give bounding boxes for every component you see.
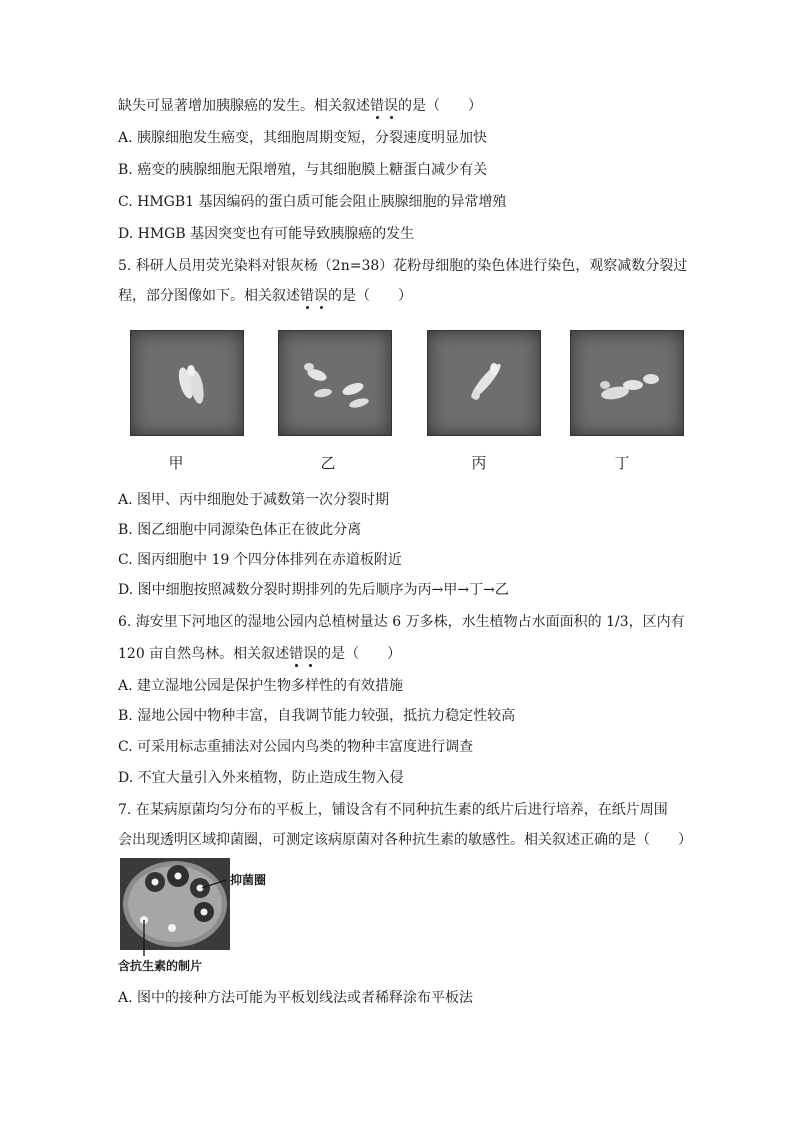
q4-option-b: B. 癌变的胰腺细胞无限增殖，与其细胞膜上糖蛋白减少有关: [118, 162, 488, 178]
caption-yi: 乙: [320, 454, 336, 472]
q5-option-b: B. 图乙细胞中同源染色体正在彼此分离: [118, 522, 362, 538]
q7-stem-line1: 7. 在某病原菌均匀分布的平板上，铺设含有不同种抗生素的纸片后进行培养，在纸片周围: [118, 802, 668, 818]
micrograph-ding: [570, 330, 684, 436]
caption-bing: 丙: [471, 454, 487, 472]
q4-option-d: D. HMGB 基因突变也有可能导致胰腺癌的发生: [118, 226, 415, 242]
caption-jia: 甲: [168, 454, 184, 472]
label-antibiotic-disc: 含抗生素的制片: [118, 959, 203, 973]
q6-stem-line2: 120 亩自然鸟林。相关叙述错误的是（ ）: [118, 646, 402, 662]
q6-stem-line1: 6. 海安里下河地区的湿地公园内总植树量达 6 万多株，水生植物占水面面积的 1/3，区内有: [118, 614, 685, 630]
q4-stem-line: 缺失可显著增加胰腺癌的发生。相关叙述错误的是（ ）: [118, 98, 482, 114]
micrograph-yi: [278, 330, 392, 436]
q5-stem-line1: 5. 科研人员用荧光染料对银灰杨（2n=38）花粉母细胞的染色体进行染色，观察减数分裂过: [118, 258, 688, 274]
caption-ding: 丁: [614, 454, 630, 472]
q5-stem-line2: 程，部分图像如下。相关叙述错误的是（ ）: [118, 288, 412, 304]
q6-option-d: D. 不宜大量引入外来植物，防止造成生物入侵: [118, 770, 404, 786]
q7-option-a: A. 图中的接种方法可能为平板划线法或者稀释涂布平板法: [118, 990, 474, 1006]
q5-option-a: A. 图甲、丙中细胞处于减数第一次分裂时期: [118, 492, 390, 508]
q4-option-c: C. HMGB1 基因编码的蛋白质可能会阻止胰腺细胞的异常增殖: [118, 194, 507, 210]
q7-stem-line2: 会出现透明区域抑菌圈，可测定该病原菌对各种抗生素的敏感性。相关叙述正确的是（ ）: [118, 832, 692, 848]
q6-option-a: A. 建立湿地公园是保护生物多样性的有效措施: [118, 678, 404, 694]
q4-option-a: A. 胰腺细胞发生癌变，其细胞周期变短，分裂速度明显加快: [118, 130, 488, 146]
q5-option-d: D. 图中细胞按照减数分裂时期排列的先后顺序为丙→甲→丁→乙: [118, 582, 509, 598]
q5-option-c: C. 图丙细胞中 19 个四分体排列在赤道板附近: [118, 552, 402, 568]
label-inhibition-zone: 抑菌圈: [230, 873, 267, 887]
q6-option-b: B. 湿地公园中物种丰富，自我调节能力较强，抵抗力稳定性较高: [118, 708, 516, 724]
petri-dish-figure: [120, 858, 230, 950]
micrograph-bing: [427, 330, 541, 436]
q6-option-c: C. 可采用标志重捕法对公园内鸟类的物种丰富度进行调查: [118, 739, 474, 755]
micrograph-jia: [130, 330, 244, 436]
